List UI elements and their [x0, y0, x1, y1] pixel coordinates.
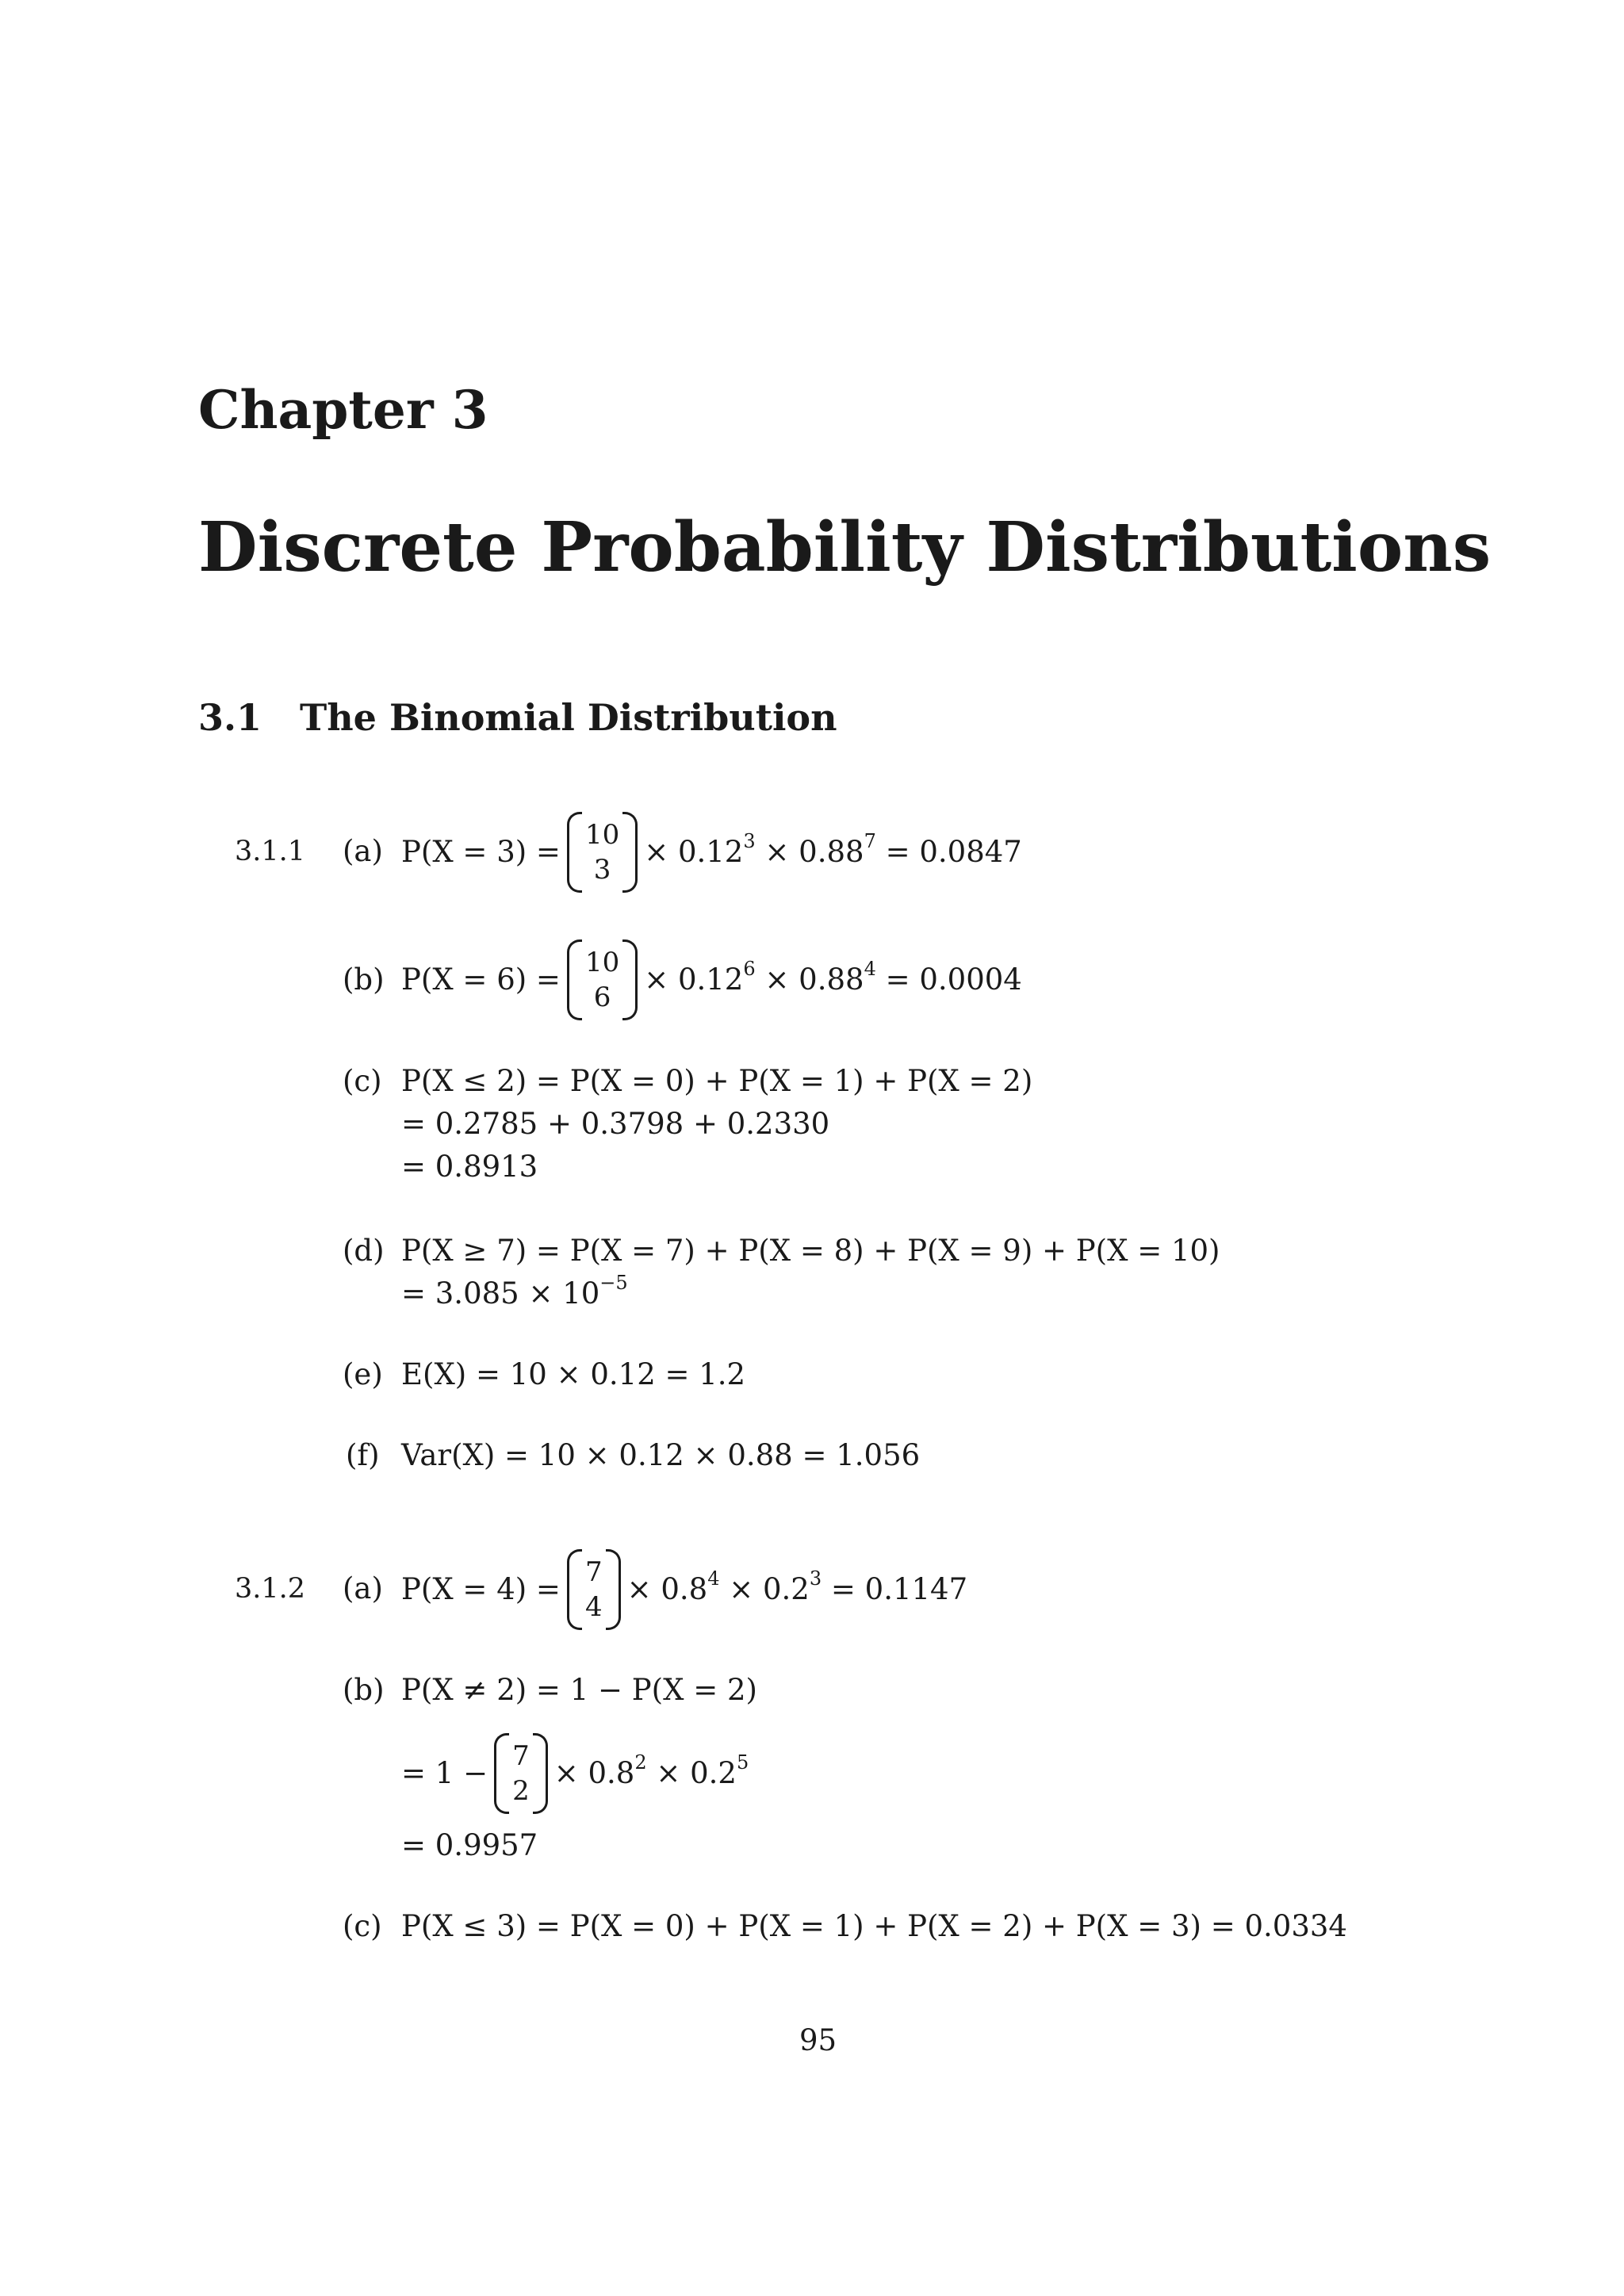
part-label: (a): [343, 1571, 383, 1605]
equation: [401, 1730, 749, 1817]
part-label: (b): [343, 962, 385, 997]
binom-top: 7: [584, 1556, 603, 1588]
equation-lhs: P(X = 3) =: [401, 834, 561, 869]
chapter-label: Chapter 3: [198, 379, 488, 441]
equation-line: = 0.8913: [401, 1150, 538, 1184]
equation-line: P(X ≠ 2) = 1 − P(X = 2): [401, 1673, 757, 1707]
part-label: (d): [343, 1234, 385, 1268]
section-number: 3.1: [198, 696, 262, 739]
equation-line: E(X) = 10 × 0.12 = 1.2: [401, 1357, 746, 1391]
binom-top: 10: [584, 819, 620, 851]
part-label: (a): [343, 834, 383, 868]
equation-line: P(X ≤ 2) = P(X = 0) + P(X = 1) + P(X = 2): [401, 1064, 1033, 1098]
equation-rhs: × $0.8^4 \times 0.2^3 = 0.1147$: [626, 1567, 968, 1606]
equation-line: = 0.9957: [401, 1828, 538, 1862]
equation-line: = 0.2785 + 0.3798 + 0.2330: [401, 1107, 830, 1141]
equation: [401, 1546, 967, 1633]
section-heading: [198, 696, 837, 739]
binomial-coefficient: [494, 1733, 548, 1814]
equation-lhs: = 1 −: [401, 1755, 488, 1790]
part-label: (b): [343, 1673, 385, 1707]
binom-top: 7: [512, 1740, 530, 1772]
part-label: (c): [343, 1909, 382, 1943]
equation-rhs: × $0.12^3 \times 0.88^7 = 0.0847$: [644, 829, 1022, 869]
equation-line: Var(X) = 10 × 0.12 × 0.88 = 1.056: [401, 1438, 921, 1472]
problem-number: 3.1.1: [235, 836, 306, 867]
equation-line: = $3.085 \times 10^{-5}$: [401, 1272, 628, 1311]
binomial-coefficient: [567, 939, 638, 1020]
section-title: The Binomial Distribution: [300, 696, 837, 739]
equation-line: P(X ≥ 7) = P(X = 7) + P(X = 8) + P(X = 9) + P(X = 10): [401, 1234, 1220, 1268]
binom-top: 10: [584, 947, 620, 978]
part-label: (e): [343, 1357, 383, 1391]
binom-bottom: 6: [593, 982, 611, 1013]
problem-number: 3.1.2: [235, 1573, 306, 1605]
part-label: (f): [346, 1438, 380, 1472]
equation: [401, 936, 1022, 1024]
equation: [401, 809, 1022, 896]
page-number: 95: [799, 2023, 837, 2057]
part-label: (c): [343, 1064, 382, 1098]
binomial-coefficient: [567, 812, 638, 893]
binom-bottom: 2: [512, 1775, 530, 1807]
equation-lhs: P(X = 4) =: [401, 1571, 561, 1606]
binom-bottom: 3: [593, 854, 611, 886]
equation-rhs: × $0.8^2 \times 0.2^5$: [553, 1751, 749, 1790]
binom-bottom: 4: [584, 1591, 603, 1623]
equation-line: P(X ≤ 3) = P(X = 0) + P(X = 1) + P(X = 2) + P(X = 3) = 0.0334: [401, 1909, 1347, 1943]
chapter-title: Discrete Probability Distributions: [198, 507, 1492, 587]
equation-lhs: P(X = 6) =: [401, 962, 561, 997]
equation-rhs: × $0.12^6 \times 0.88^4 = 0.0004$: [644, 957, 1022, 997]
binomial-coefficient: [567, 1549, 621, 1630]
